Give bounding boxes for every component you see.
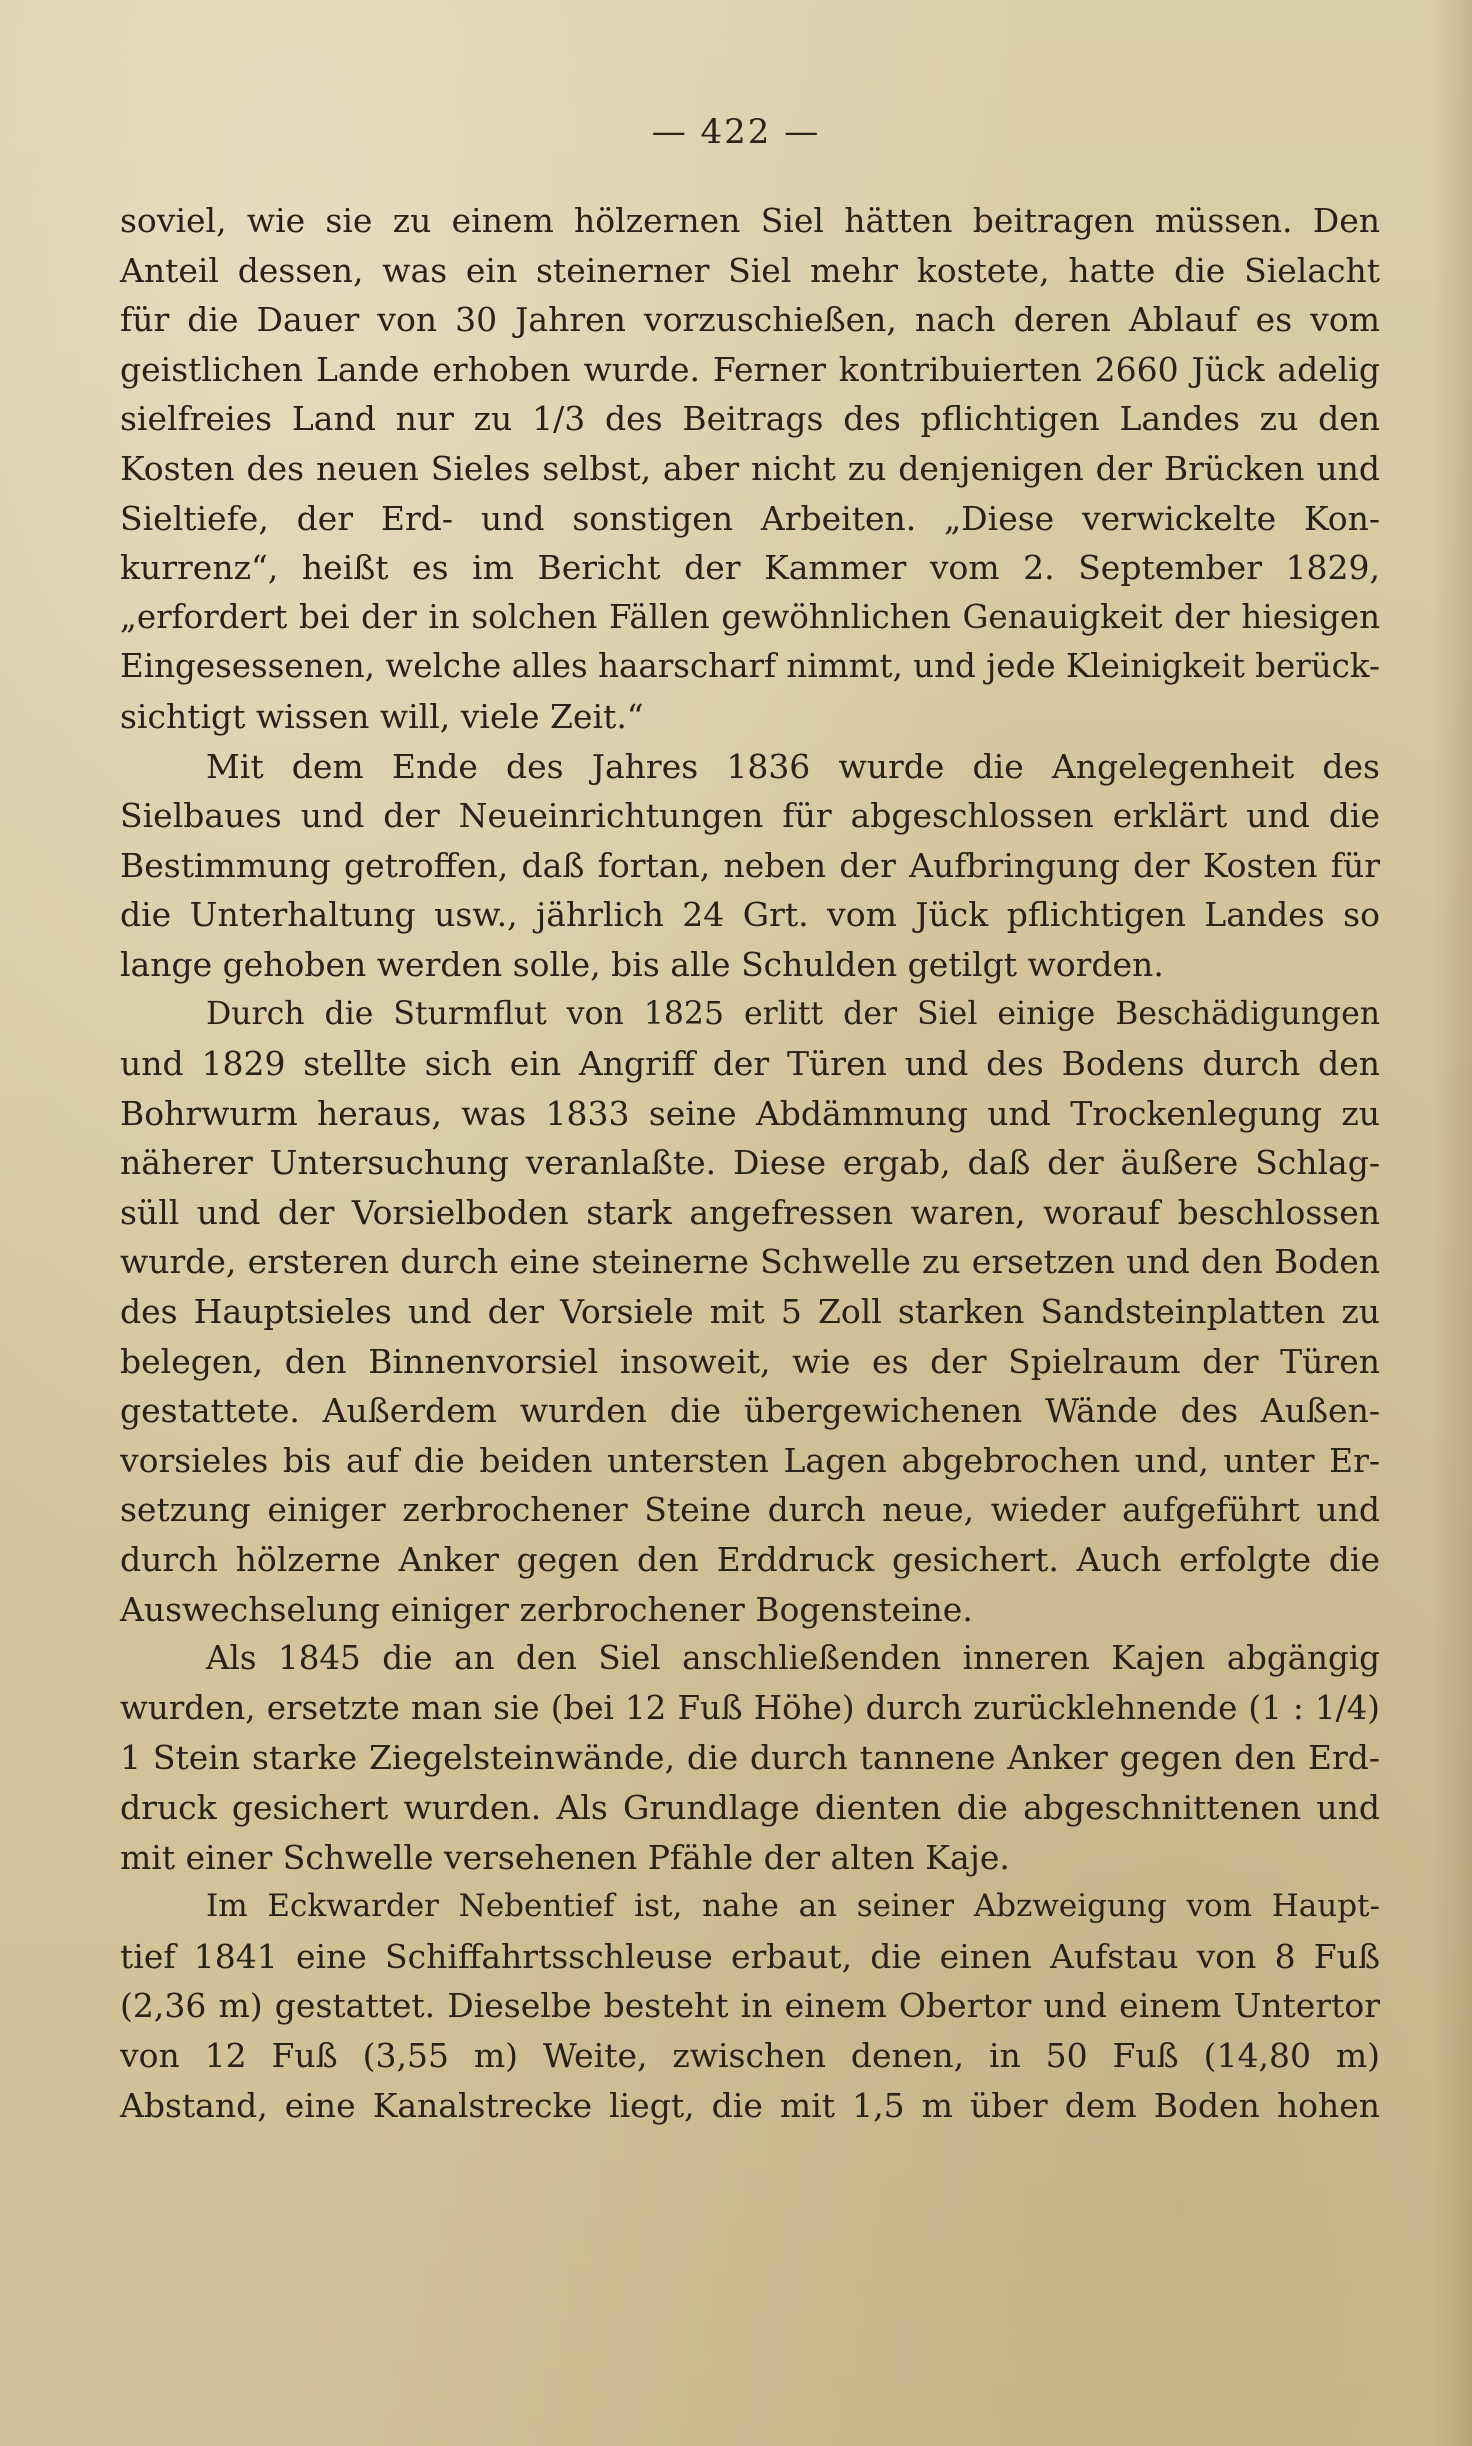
text-line: (2,36 m) gestattet. Dieselbe besteht in einem Obertor und einem Untertor xyxy=(120,1986,1380,2026)
text-line: soviel, wie sie zu einem hölzernen Siel hätten beitragen müssen. Den xyxy=(120,201,1380,240)
text-line: kurrenz“, heißt es im Bericht der Kammer vom 2. September 1829, xyxy=(120,548,1380,588)
page-edge-shadow xyxy=(1432,0,1472,2446)
text-line: Im Eckwarder Nebentief ist, nahe an seiner Abzweigung vom Haupt- xyxy=(206,1888,1380,1925)
body-text xyxy=(120,196,1380,2130)
text-line: mit einer Schwelle versehenen Pfähle der alten Kaje. xyxy=(120,1837,1010,1877)
text-line: druck gesichert wurden. Als Grundlage dienten die abgeschnittenen und xyxy=(120,1788,1380,1827)
text-line: „erfordert bei der in solchen Fällen gewöhnlichen Genauigkeit der hiesigen xyxy=(120,597,1380,636)
text-line: Sielbaues und der Neueinrichtungen für abgeschlossen erklärt und die xyxy=(120,796,1380,836)
text-line: für die Dauer von 30 Jahren vorzuschießen, nach deren Ablauf es vom xyxy=(120,300,1380,340)
text-line: näherer Untersuchung veranlaßte. Diese ergab, daß der äußere Schlag- xyxy=(120,1143,1380,1183)
text-line: die Unterhaltung usw., jährlich 24 Grt. vom Jück pflichtigen Landes so xyxy=(120,895,1380,935)
text-line: Abstand, eine Kanalstrecke liegt, die mit 1,5 m über dem Boden hohen xyxy=(120,2085,1380,2125)
text-line: lange gehoben werden solle, bis alle Schulden getilgt worden. xyxy=(120,944,1164,984)
text-line: Durch die Sturmflut von 1825 erlitt der Siel einige Beschädigungen xyxy=(206,995,1380,1032)
text-line: süll und der Vorsielboden stark angefressen waren, worauf beschlossen xyxy=(120,1192,1380,1232)
text-line: wurden, ersetzte man sie (bei 12 Fuß Höhe) durch zurücklehnende (1 : 1/4) xyxy=(120,1688,1380,1727)
text-line: des Hauptsieles und der Vorsiele mit 5 Zoll starken Sandsteinplatten zu xyxy=(120,1292,1380,1332)
text-line: Auswechselung einiger zerbrochener Bogensteine. xyxy=(120,1589,973,1629)
text-line: Sieltiefe, der Erd- und sonstigen Arbeiten. „Diese verwickelte Kon- xyxy=(120,498,1380,538)
text-line: wurde, ersteren durch eine steinerne Schwelle zu ersetzen und den Boden xyxy=(120,1242,1380,1282)
text-line: Mit dem Ende des Jahres 1836 wurde die Angelegenheit des xyxy=(206,746,1380,786)
text-line: setzung einiger zerbrochener Steine durch neue, wieder aufgeführt und xyxy=(120,1490,1380,1530)
text-line: vorsieles bis auf die beiden untersten Lagen abgebrochen und, unter Er- xyxy=(120,1440,1380,1480)
text-line: sielfreies Land nur zu 1/3 des Beitrags des pflichtigen Landes zu den xyxy=(120,399,1380,439)
text-line: Kosten des neuen Sieles selbst, aber nicht zu denjenigen der Brücken und xyxy=(120,448,1380,488)
page-number: — 422 — xyxy=(651,112,821,152)
text-line: Anteil dessen, was ein steinerner Siel mehr kostete, hatte die Sielacht xyxy=(120,250,1380,290)
text-line: von 12 Fuß (3,55 m) Weite, zwischen denen, in 50 Fuß (14,80 m) xyxy=(120,2035,1380,2075)
text-line: geistlichen Lande erhoben wurde. Ferner kontribuierten 2660 Jück adelig xyxy=(120,349,1380,389)
text-line: Bestimmung getroffen, daß fortan, neben der Aufbringung der Kosten für xyxy=(120,845,1380,885)
text-line: durch hölzerne Anker gegen den Erddruck gesichert. Auch erfolgte die xyxy=(120,1540,1380,1580)
text-line: 1 Stein starke Ziegelsteinwände, die durch tannene Anker gegen den Erd- xyxy=(120,1738,1380,1778)
text-line: belegen, den Binnenvorsiel insoweit, wie es der Spielraum der Türen xyxy=(120,1341,1380,1381)
text-line: tief 1841 eine Schiffahrtsschleuse erbaut, die einen Aufstau von 8 Fuß xyxy=(120,1936,1380,1976)
text-line: Als 1845 die an den Siel anschließenden inneren Kajen abgängig xyxy=(206,1639,1380,1678)
text-line: gestattete. Außerdem wurden die übergewichenen Wände des Außen- xyxy=(120,1391,1380,1431)
text-line: sichtigt wissen will, viele Zeit.“ xyxy=(120,696,644,736)
text-line: Eingesessenen, welche alles haarscharf nimmt, und jede Kleinigkeit berück- xyxy=(120,647,1380,686)
text-line: und 1829 stellte sich ein Angriff der Türen und des Bodens durch den xyxy=(120,1044,1380,1084)
text-line: Bohrwurm heraus, was 1833 seine Abdämmung und Trockenlegung zu xyxy=(120,1093,1380,1133)
